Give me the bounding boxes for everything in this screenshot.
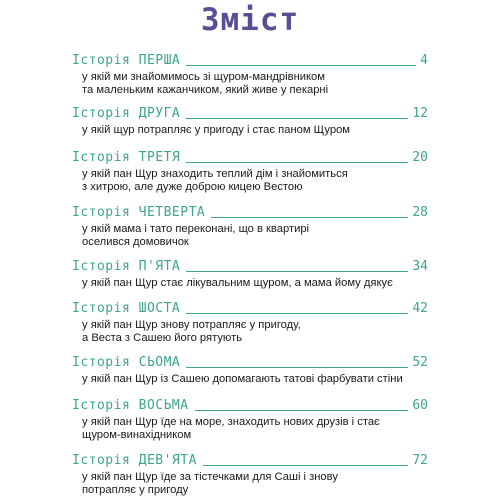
story-title: Історія ДРУГА <box>72 106 181 121</box>
dot-leader <box>186 271 408 272</box>
dot-leader <box>186 162 408 163</box>
page-number: 42 <box>412 301 428 316</box>
toc-entry-heading <box>72 257 428 275</box>
story-description <box>82 168 428 194</box>
story-title: Історія СЬОМА <box>72 355 181 370</box>
dot-leader <box>186 313 408 314</box>
toc-entry-heading <box>72 396 428 414</box>
page-number: 20 <box>412 150 428 165</box>
toc-entry-heading <box>72 203 428 221</box>
page-number: 34 <box>412 259 428 274</box>
page-number: 4 <box>420 53 428 68</box>
description-line: у якій щур потрапляє у пригоду і стає паном Щуром <box>82 124 351 136</box>
story-description <box>82 416 428 442</box>
story-title: Історія ШОСТА <box>72 301 181 316</box>
description-line: з хитрою, але дуже доброю кицею Вестою <box>82 181 303 193</box>
description-line: потрапляє у пригоду <box>82 484 189 496</box>
story-description <box>82 71 428 97</box>
dot-leader <box>186 118 408 119</box>
toc-entry-heading <box>72 353 428 371</box>
dot-leader <box>211 217 408 218</box>
toc-entry-4 <box>72 203 428 249</box>
description-line: у якій пан Щур знову потрапляє у пригоду, <box>82 319 301 331</box>
description-line: оселився домовичок <box>82 236 189 248</box>
description-line: щуром-винахідником <box>82 429 192 441</box>
toc-entry-5 <box>72 257 428 290</box>
dot-leader <box>186 367 408 368</box>
page-number: 28 <box>412 205 428 220</box>
dot-leader <box>203 465 408 466</box>
toc-entry-9 <box>72 451 428 497</box>
story-description <box>82 124 428 137</box>
description-line: у якій ми знайомимось зі щуром-мандрівником <box>82 71 325 83</box>
toc-entry-7 <box>72 353 428 386</box>
description-line: у якій пан Щур їде на море, знаходить нових друзів і стає <box>82 416 380 428</box>
page-number: 72 <box>412 453 428 468</box>
story-title: Історія ПЕРША <box>72 53 181 68</box>
toc-entry-heading <box>72 148 428 166</box>
toc-entry-heading <box>72 299 428 317</box>
story-title: Історія ЧЕТВЕРТА <box>72 205 206 220</box>
page-title: Зміст <box>200 2 300 38</box>
description-line: у якій пан Щур їде за тістечками для Саші і знову <box>82 471 338 483</box>
story-description <box>82 319 428 345</box>
story-title: Історія ВОСЬМА <box>72 398 189 413</box>
story-description <box>82 277 428 290</box>
description-line: а Веста з Сашею його рятують <box>82 332 243 344</box>
description-line: у якій пан Щур стає лікувальним щуром, а мама йому дякує <box>82 277 393 289</box>
toc-entry-3 <box>72 148 428 194</box>
dot-leader <box>186 65 416 66</box>
toc-entry-8 <box>72 396 428 442</box>
dot-leader <box>195 410 409 411</box>
description-line: у якій пан Щур із Сашею допомагають татові фарбувати стіни <box>82 373 403 385</box>
page-number: 60 <box>412 398 428 413</box>
page-number: 52 <box>412 355 428 370</box>
description-line: у якій мама і тато переконані, що в квартирі <box>82 223 310 235</box>
story-title: Історія ТРЕТЯ <box>72 150 181 165</box>
description-line: та маленьким кажанчиком, який живе у пекарні <box>82 84 329 96</box>
toc-entry-heading <box>72 51 428 69</box>
description-line: у якій пан Щур знаходить теплий дім і знайомиться <box>82 168 348 180</box>
story-title: Історія ДЕВ'ЯТА <box>72 453 197 468</box>
story-description <box>82 223 428 249</box>
toc-entry-heading <box>72 451 428 469</box>
page-number: 12 <box>412 106 428 121</box>
story-description <box>82 373 428 386</box>
toc-entry-2 <box>72 104 428 137</box>
toc-entry-6 <box>72 299 428 345</box>
toc-entry-heading <box>72 104 428 122</box>
story-description <box>82 471 428 497</box>
toc-entry-1 <box>72 51 428 97</box>
story-title: Історія П'ЯТА <box>72 259 181 274</box>
